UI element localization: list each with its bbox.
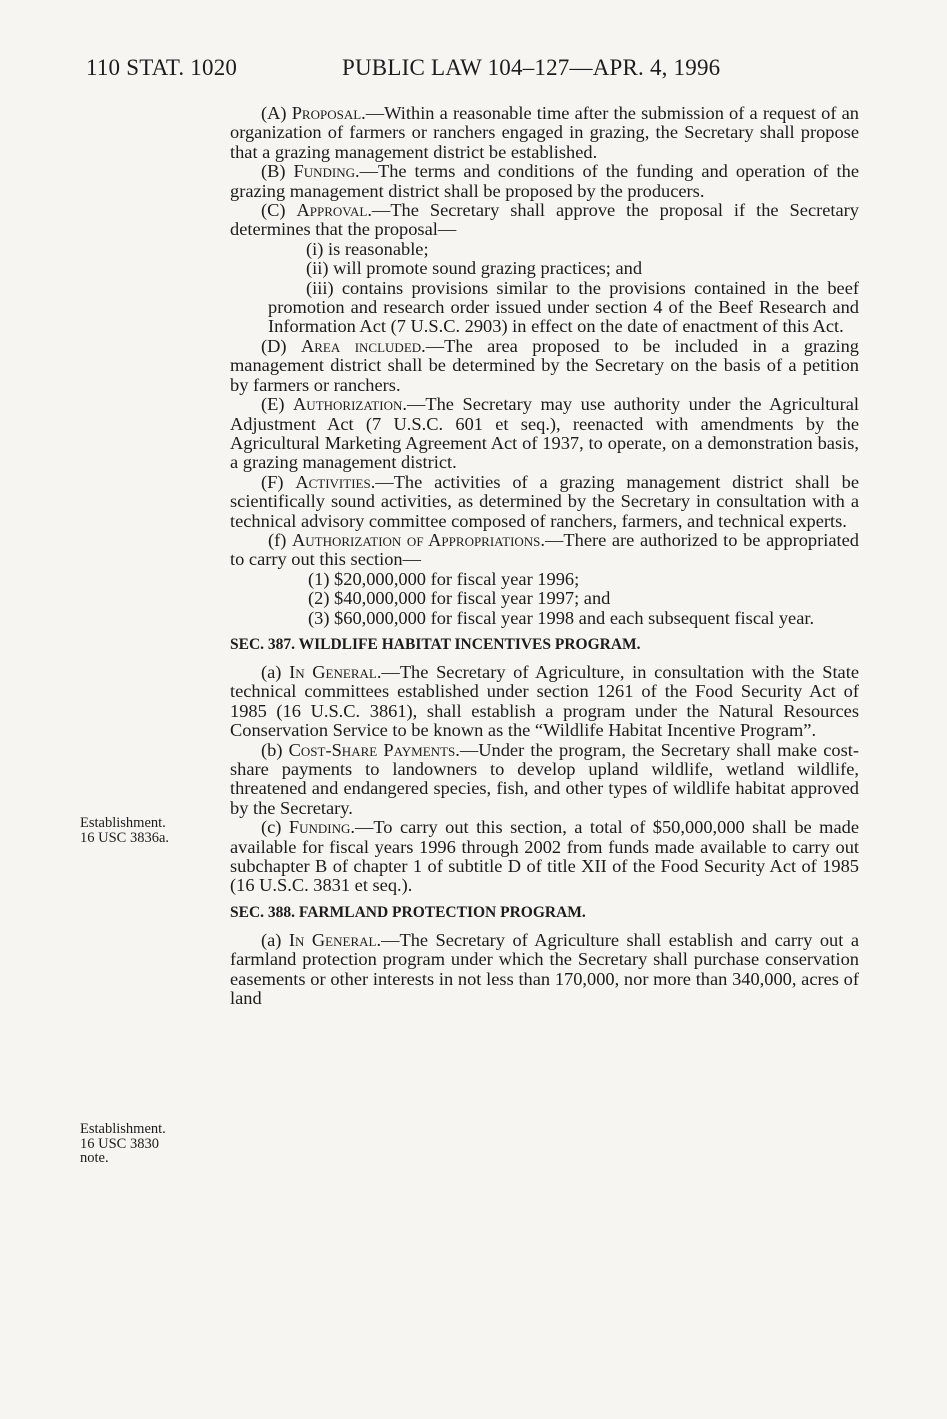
paragraph-F: (F) Activities.—The activities of a grazing management district shall be scientifically sound activities, as determined by the Secretary in consultation with a technical advisory committee composed of ranchers, farmers, and technical experts.: [230, 471, 859, 531]
sec387-a: (a) In General.—The Secretary of Agriculture, in consultation with the State technical committees established under section 1261 of the Food Security Act of 1985 (16 U.S.C. 3861), shall establish a program under the Natural Resources Conservation Service to be known as the “Wildlife Habitat Incentive Program”.: [230, 661, 859, 741]
section-heading-387: SEC. 387. WILDLIFE HABITAT INCENTIVES PROGRAM.: [230, 635, 641, 653]
running-head: PUBLIC LAW 104–127—APR. 4, 1996: [342, 55, 721, 80]
sec387-b: (b) Cost-Share Payments.—Under the program, the Secretary shall make cost-share payments to landowners to develop upland wildlife, wetland wildlife, threatened and endangered species, fish, and other types of wildlife habitat approved by the Secretary.: [230, 739, 859, 818]
appropriation-2: (2) $40,000,000 for fiscal year 1997; and: [308, 588, 611, 609]
paragraph-B: (B) Funding.—The terms and conditions of the funding and operation of the grazing management district shall be proposed by the producers.: [230, 161, 859, 201]
appropriation-1: (1) $20,000,000 for fiscal year 1996;: [308, 568, 580, 589]
paragraph-E: (E) Authorization.—The Secretary may use authority under the Agricultural Adjustment Act (7 U.S.C. 601 et seq.), reenacted with amendments by the Agricultural Marketing Agreement Act of 1937, to operate, on a demonstration basis, a grazing management district.: [230, 394, 859, 473]
margin-note: Establishment. 16 USC 3836a.: [80, 815, 170, 846]
sec387-c: (c) Funding.—To carry out this section, a total of $50,000,000 shall be made available for fiscal years 1996 through 2002 from funds made available to carry out subchapter B of chapter 1 of subtitle D of title XII of the Food Security Act of 1985 (16 U.S.C. 3831 et seq.).: [230, 817, 859, 896]
paragraph-A: (A) Proposal.—Within a reasonable time after the submission of a request of an organization of farmers or ranchers engaged in grazing, the Secretary shall propose that a grazing management district be established.: [230, 103, 859, 162]
paragraph-C: (C) Approval.—The Secretary shall approve the proposal if the Secretary determines that the proposal—: [230, 200, 859, 240]
appropriation-3: (3) $60,000,000 for fiscal year 1998 and each subsequent fiscal year.: [308, 607, 815, 628]
clause-i: (i) is reasonable;: [306, 238, 429, 259]
subsection-f: (f) Authorization of Appropriations.—There are authorized to be appropriated to carry out this section—: [230, 529, 859, 570]
page-citation: 110 STAT. 1020: [86, 55, 238, 80]
section-heading-388: SEC. 388. FARMLAND PROTECTION PROGRAM.: [230, 903, 586, 921]
margin-note: Establishment. 16 USC 3830 note.: [80, 1121, 166, 1166]
clause-iii: (iii) contains provisions similar to the provisions contained in the beef promotion and research order issued under section 4 of the Beef Research and Information Act (7 U.S.C. 2903) in effect on the date of enactment of this Act.: [268, 277, 859, 337]
document-body: [230, 104, 859, 1008]
clause-ii: (ii) will promote sound grazing practices; and: [306, 258, 643, 279]
paragraph-D: (D) Area included.—The area proposed to be included in a grazing management district shall be determined by the Secretary on the basis of a petition by farmers or ranchers.: [230, 335, 859, 395]
sec388-a: (a) In General.—The Secretary of Agriculture shall establish and carry out a farmland protection program under which the Secretary shall purchase conservation easements or other interests in not less than 170,000, nor more than 340,000, acres of land: [230, 929, 860, 1009]
